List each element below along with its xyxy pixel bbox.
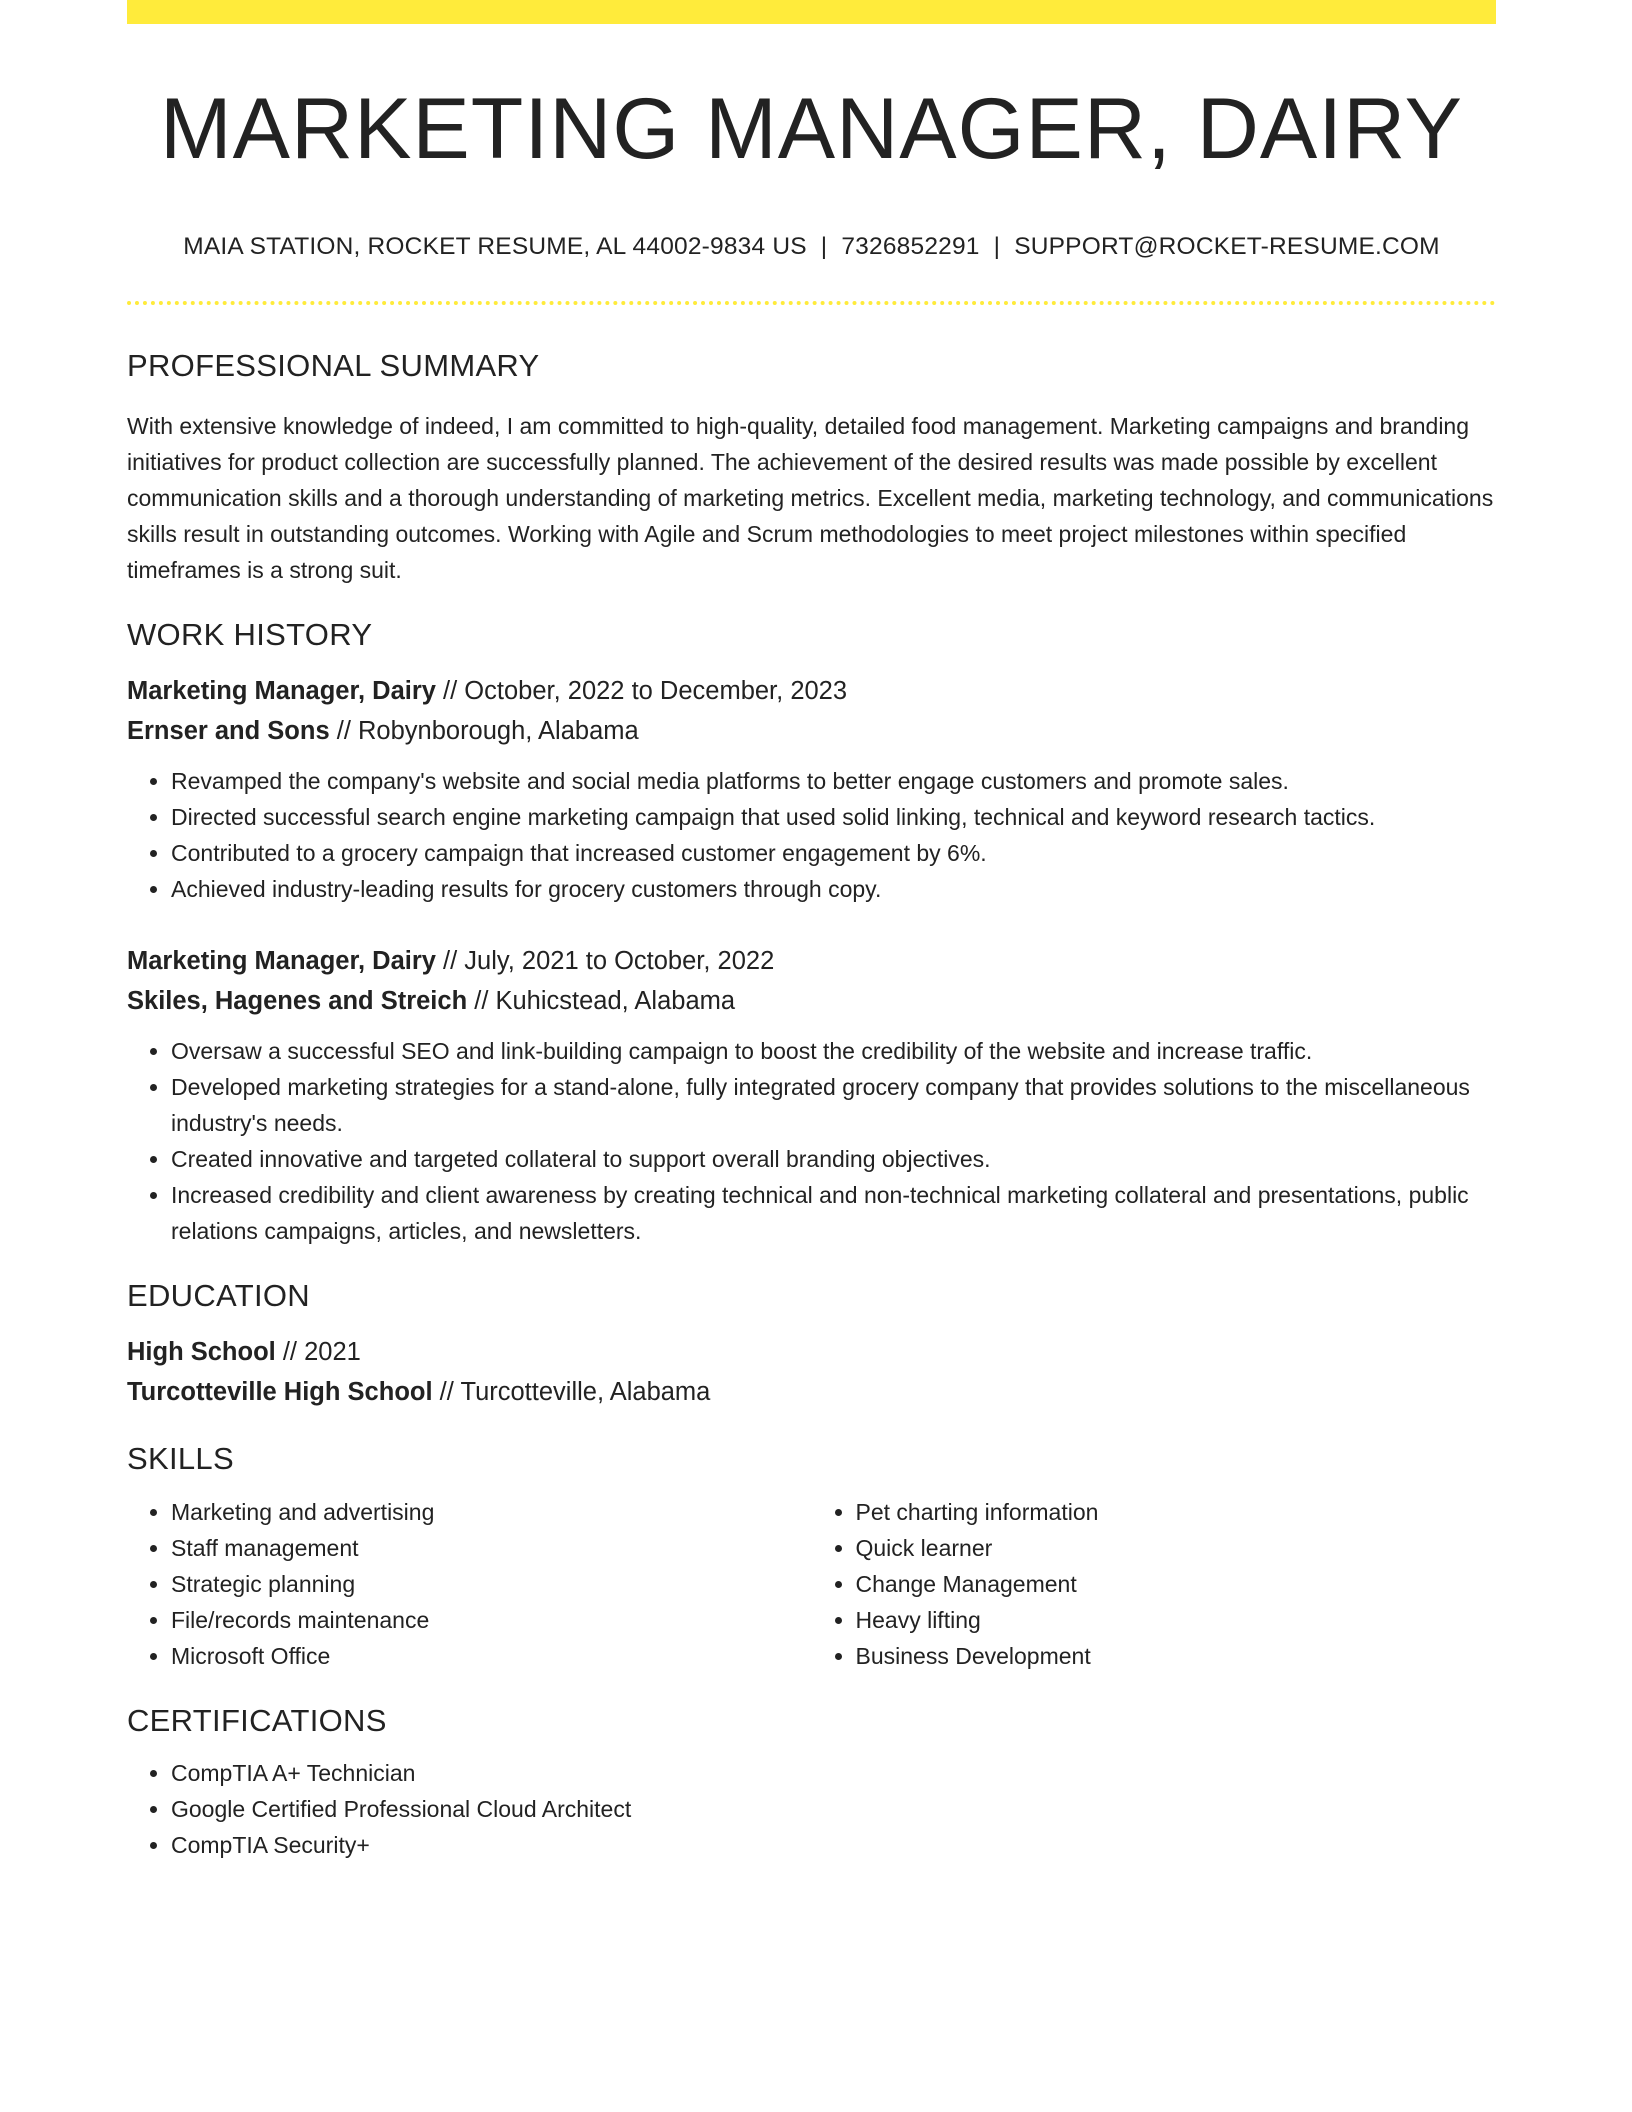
- job-title-line: [127, 671, 1496, 711]
- education-degree: High School: [127, 1338, 276, 1367]
- list-item: • Business Development: [856, 1638, 1497, 1674]
- job-company: Ernser and Sons: [127, 717, 330, 746]
- list-item: • Heavy lifting: [856, 1602, 1497, 1638]
- job-company: Skiles, Hagenes and Streich: [127, 987, 468, 1016]
- job-location: // Robynborough, Alabama: [329, 717, 639, 746]
- certifications-list: [127, 1755, 1496, 1863]
- job-role: Marketing Manager, Dairy: [127, 677, 436, 706]
- list-item: • CompTIA A+ Technician: [171, 1755, 1496, 1791]
- job-company-line: [127, 711, 1496, 751]
- list-item: • Microsoft Office: [171, 1638, 812, 1674]
- list-item: • Directed successful search engine marketing campaign that used solid linking, technical and keyword research tactics.: [171, 799, 1496, 835]
- education-school: Turcotteville High School: [127, 1378, 433, 1407]
- job-role: Marketing Manager, Dairy: [127, 947, 436, 976]
- list-item: • CompTIA Security+: [171, 1827, 1496, 1863]
- list-item: • Developed marketing strategies for a stand-alone, fully integrated grocery company that provides solutions to the miscellaneous industry's needs.: [171, 1069, 1496, 1141]
- contact-email: SUPPORT@ROCKET-RESUME.COM: [1014, 232, 1440, 260]
- summary-text: With extensive knowledge of indeed, I am committed to high-quality, detailed food management. Marketing campaigns and branding initiatives for product collection are successfully planned. The achievement of the desired results was made possible by excellent communication skills and a thorough understanding of marketing metrics. Excellent media, marketing technology, and communications skills result in outstanding outcomes. Working with Agile and Scrum methodologies to meet project milestones within specified timeframes is a strong suit.: [127, 413, 1494, 584]
- resume-title: MARKETING MANAGER, DAIRY: [159, 81, 1464, 177]
- list-item: • Increased credibility and client awareness by creating technical and non-technical marketing collateral and presentations, public relations campaigns, articles, and newsletters.: [171, 1177, 1496, 1249]
- list-item: • Staff management: [171, 1530, 812, 1566]
- contact-separator: |: [993, 232, 1001, 260]
- list-item: • Achieved industry-leading results for grocery customers through copy.: [171, 871, 1496, 907]
- job-title-line: [127, 941, 1496, 981]
- education-school-line: [127, 1372, 1496, 1412]
- section-title-certifications: CERTIFICATIONS: [127, 1702, 387, 1738]
- job-bullets: [127, 763, 1496, 907]
- list-item: • Quick learner: [856, 1530, 1497, 1566]
- contact-line: [127, 233, 1496, 261]
- list-item: • File/records maintenance: [171, 1602, 812, 1638]
- education-location: // Turcotteville, Alabama: [432, 1378, 711, 1407]
- skills-list-right: [812, 1494, 1497, 1674]
- contact-phone: 7326852291: [841, 232, 980, 260]
- list-item: • Contributed to a grocery campaign that increased customer engagement by 6%.: [171, 835, 1496, 871]
- list-item: • Marketing and advertising: [171, 1494, 812, 1530]
- job-entry: [127, 941, 1496, 1249]
- section-title-work-history: WORK HISTORY: [127, 617, 373, 653]
- list-item: • Created innovative and targeted collateral to support overall branding objectives.: [171, 1141, 1496, 1177]
- list-item: • Strategic planning: [171, 1566, 812, 1602]
- contact-separator: |: [820, 232, 828, 260]
- job-bullets: [127, 1033, 1496, 1249]
- list-item: • Revamped the company's website and social media platforms to better engage customers and promote sales.: [171, 763, 1496, 799]
- education-year: // 2021: [275, 1338, 361, 1367]
- job-dates: // October, 2022 to December, 2023: [435, 677, 848, 706]
- list-item: • Google Certified Professional Cloud Architect: [171, 1791, 1496, 1827]
- skills-list-left: [127, 1494, 812, 1674]
- job-dates: // July, 2021 to October, 2022: [435, 947, 775, 976]
- list-item: • Oversaw a successful SEO and link-building campaign to boost the credibility of the website and increase traffic.: [171, 1033, 1496, 1069]
- contact-address: MAIA STATION, ROCKET RESUME, AL 44002-9834 US: [183, 232, 807, 260]
- list-item: • Change Management: [856, 1566, 1497, 1602]
- skills-columns: [127, 1494, 1496, 1674]
- accent-top-bar: [127, 0, 1496, 24]
- dotted-divider: [127, 301, 1496, 305]
- education-degree-line: [127, 1332, 1496, 1372]
- section-title-education: EDUCATION: [127, 1278, 310, 1314]
- list-item: • Pet charting information: [856, 1494, 1497, 1530]
- section-title-skills: SKILLS: [127, 1441, 234, 1477]
- job-location: // Kuhicstead, Alabama: [467, 987, 736, 1016]
- job-entry: [127, 671, 1496, 907]
- section-title-summary: PROFESSIONAL SUMMARY: [127, 347, 540, 383]
- resume-page: [127, 0, 1496, 1863]
- job-company-line: [127, 981, 1496, 1021]
